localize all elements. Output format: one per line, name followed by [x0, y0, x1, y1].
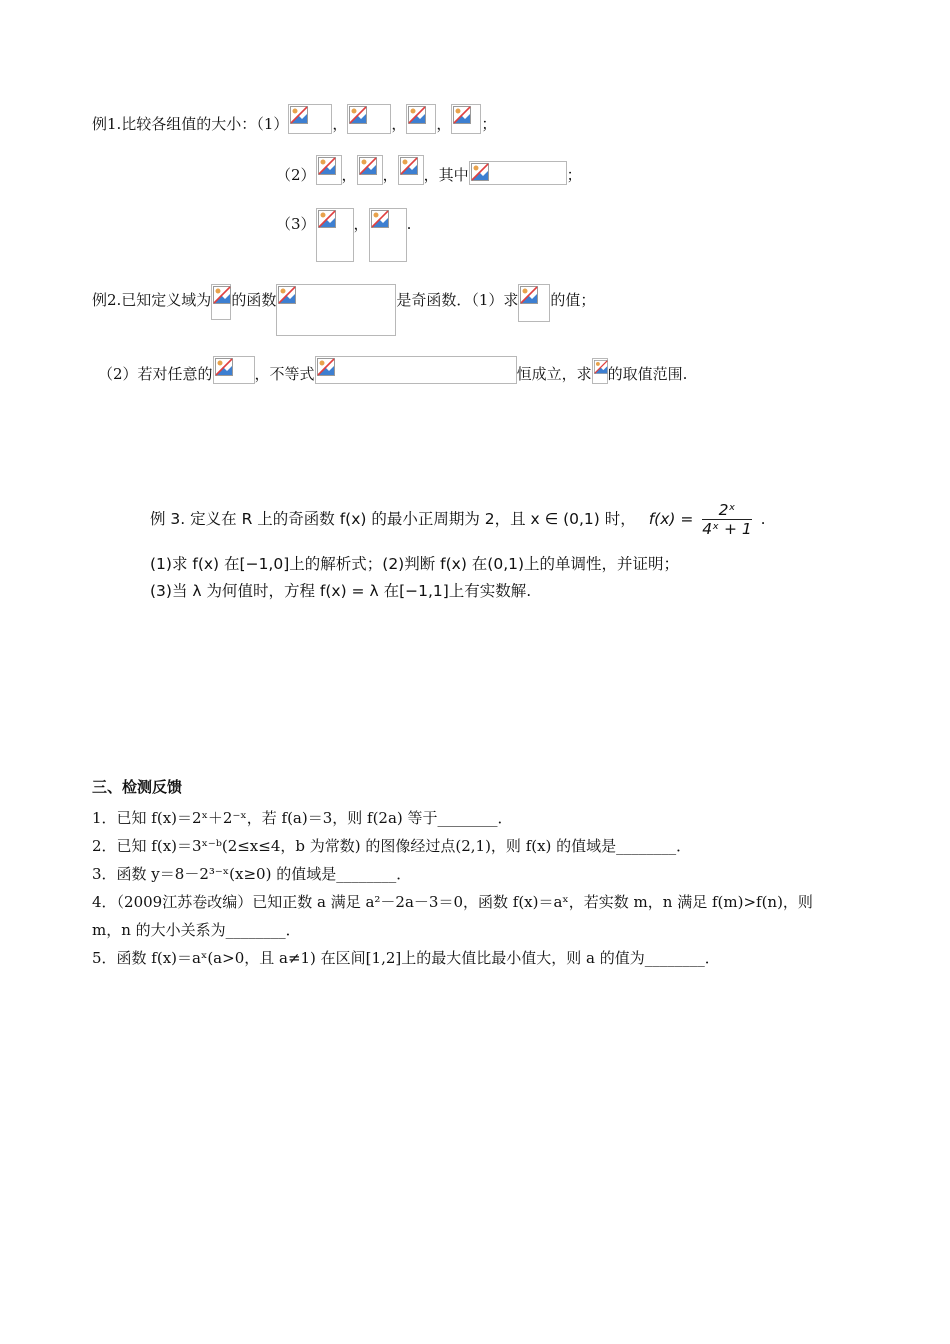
broken-image-icon [594, 360, 608, 374]
section3-item-3: 3．函数 y＝8－2³⁻ˣ(x≥0) 的值域是________． [92, 865, 412, 883]
separator: ， [332, 115, 348, 133]
example2-text: 恒成立，求 [516, 365, 592, 383]
broken-image-icon [453, 106, 471, 124]
example3-text: 例 3. 定义在 R 上的奇函数 f(x) 的最小正周期为 2，且 x ∈ (0,1) 时， [150, 510, 636, 528]
section3-item-1: 1．已知 f(x)＝2ˣ＋2⁻ˣ，若 f(a)＝3，则 f(2a) 等于________． [92, 809, 513, 827]
example3-fraction [702, 501, 751, 538]
example2-line1 [92, 284, 595, 336]
section3-item-5: 5．函数 f(x)＝aˣ(a>0，且 a≠1) 在区间[1,2]上的最大值比最小值大，则 a 的值为________． [92, 949, 720, 967]
formula-image-placeholder [316, 208, 354, 262]
separator: ； [566, 166, 582, 184]
formula-image-placeholder [347, 104, 391, 134]
broken-image-icon [359, 157, 377, 175]
example3-line3 [150, 581, 531, 601]
example2-text: 的取值范围. [607, 365, 688, 383]
example2-line2 [98, 356, 687, 384]
example2-text: 的函数 [231, 291, 277, 309]
example3-line1 [150, 496, 766, 542]
broken-image-icon [349, 106, 367, 124]
part3-label: （3） [276, 215, 316, 233]
broken-image-icon [215, 358, 233, 376]
separator: ， [391, 115, 407, 133]
separator: ； [481, 115, 497, 133]
separator: ， [382, 166, 398, 184]
section3-item-4: 4．（2009江苏卷改编）已知正数 a 满足 a²－2a－3＝0，函数 f(x)＝aˣ，若实数 m，n 满足 f(m)>f(n)，则 [92, 893, 813, 911]
separator: ， [436, 115, 452, 133]
broken-image-icon [408, 106, 426, 124]
formula-image-placeholder [316, 155, 342, 185]
broken-image-icon [471, 163, 489, 181]
broken-image-icon [318, 157, 336, 175]
formula-image-placeholder [398, 155, 424, 185]
formula-image-placeholder [592, 358, 608, 384]
broken-image-icon [317, 358, 335, 376]
part1-label: （1） [256, 115, 289, 133]
formula-image-placeholder [406, 104, 436, 134]
broken-image-icon [520, 286, 538, 304]
example1-label: 例1.比较各组值的大小： [92, 115, 257, 133]
example2-text: 的值； [550, 291, 596, 309]
formula-image-placeholder [211, 284, 231, 320]
formula-image-placeholder [213, 356, 255, 384]
example3-fx: f(x) = [648, 510, 694, 528]
example3-text: . [760, 510, 766, 528]
formula-image-placeholder [518, 284, 550, 322]
example2-label: 例2.已知定义域为 [92, 291, 212, 309]
example2-text: 是奇函数．（1）求 [396, 291, 519, 309]
formula-image-placeholder [451, 104, 481, 134]
example1-line2 [276, 155, 582, 185]
formula-image-placeholder [276, 284, 396, 336]
formula-image-placeholder [315, 356, 517, 384]
section3-item-4-cont: m，n 的大小关系为________． [92, 921, 301, 939]
formula-image-placeholder [469, 161, 567, 185]
formula-image-placeholder [369, 208, 407, 262]
formula-image-placeholder [357, 155, 383, 185]
example3-text: (1)求 f(x) 在[−1,0]上的解析式；(2)判断 f(x) 在(0,1)上的单调性，并证明； [150, 555, 680, 573]
example1-line3 [276, 208, 411, 262]
broken-image-icon [278, 286, 296, 304]
example2-text: （2）若对任意的 [98, 365, 213, 383]
example3-line2 [150, 554, 679, 574]
part2-mid: ，其中 [423, 166, 469, 184]
example1-line1 [92, 104, 496, 134]
example2-text: ，不等式 [254, 365, 315, 383]
separator: ， [353, 215, 369, 233]
section3-heading: 三、检测反馈 [92, 778, 183, 796]
example3-text: (3)当 λ 为何值时，方程 f(x) = λ 在[−1,1]上有实数解. [150, 582, 532, 600]
broken-image-icon [318, 210, 336, 228]
part2-label: （2） [276, 166, 316, 184]
separator: ， [341, 166, 357, 184]
section3-item-2: 2．已知 f(x)＝3ˣ⁻ᵇ(2≤x≤4，b 为常数) 的图像经过点(2,1)，则 f(x) 的值域是________． [92, 837, 692, 855]
broken-image-icon [371, 210, 389, 228]
formula-image-placeholder [288, 104, 332, 134]
fraction-numerator: 2ˣ [702, 501, 751, 520]
separator: . [406, 215, 412, 233]
fraction-denominator: 4ˣ + 1 [702, 520, 752, 538]
broken-image-icon [213, 286, 231, 304]
broken-image-icon [400, 157, 418, 175]
broken-image-icon [290, 106, 308, 124]
